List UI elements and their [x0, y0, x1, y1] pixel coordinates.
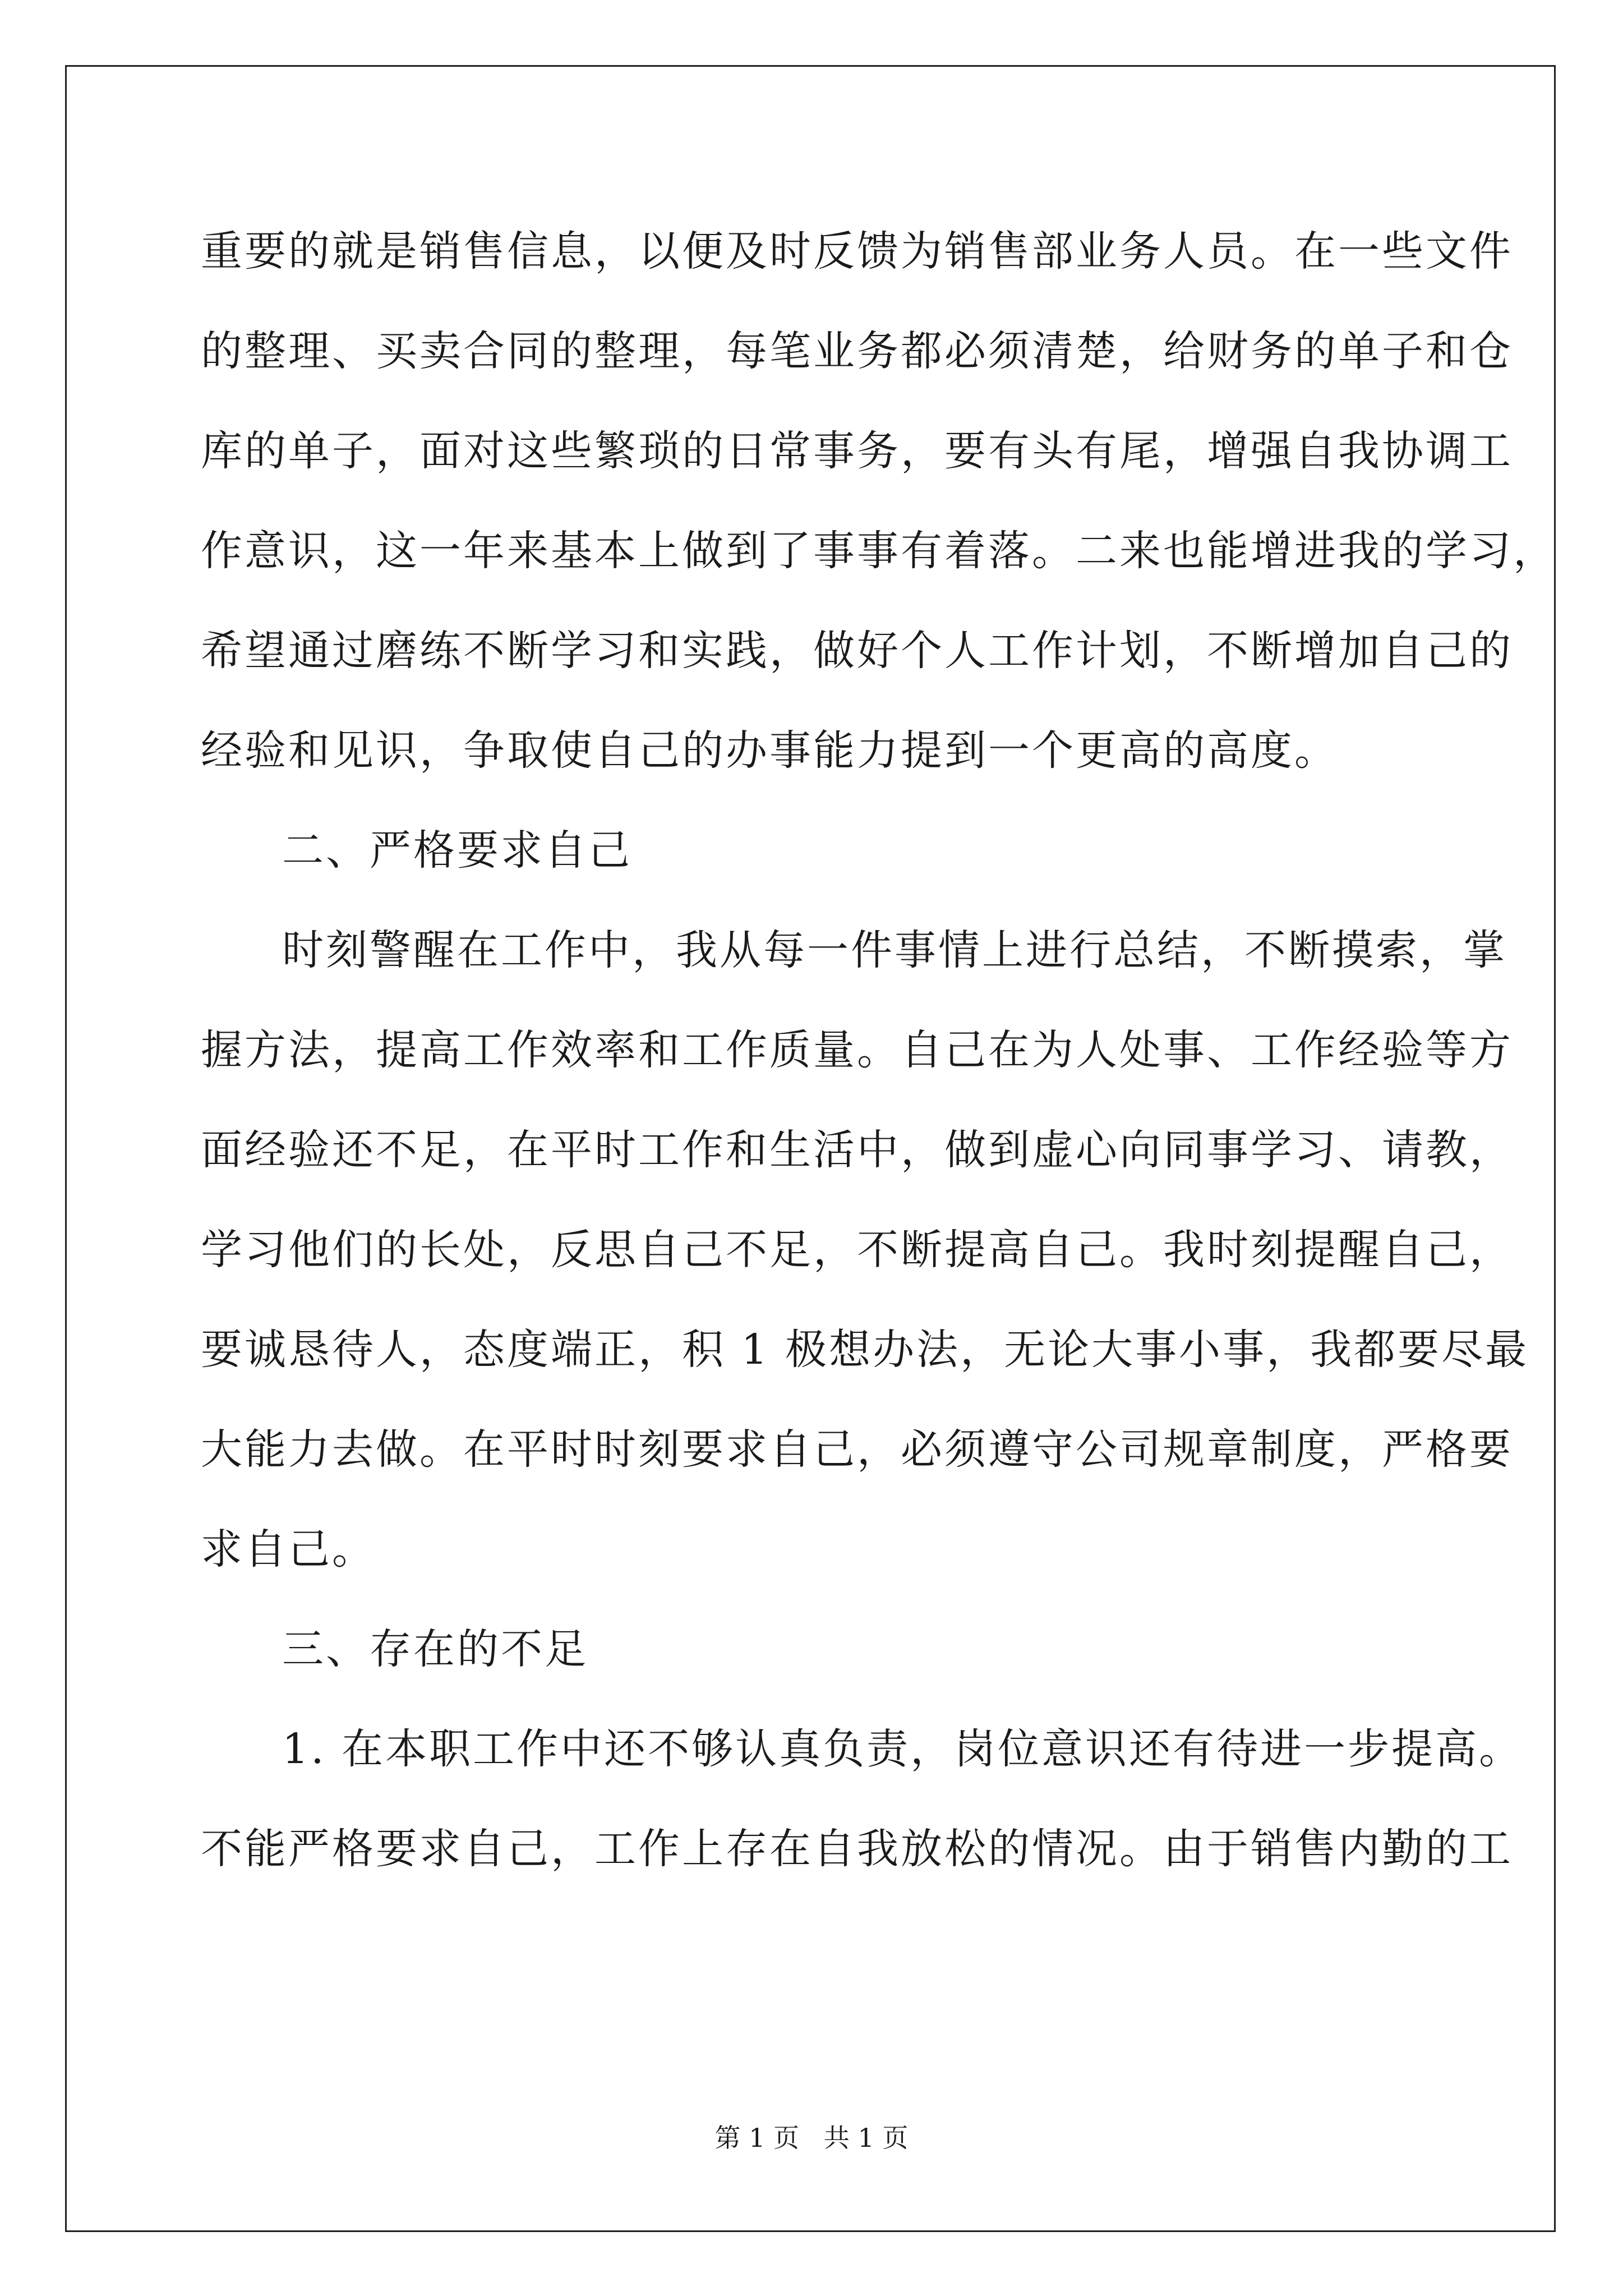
section-heading: 二、严格要求自己	[282, 826, 632, 875]
body-line: 库的单子，面对这些繁琐的日常事务，要有头有尾，增强自我协调工	[201, 427, 1513, 475]
body-line: 不能严格要求自己，工作上存在自我放松的情况。由于销售内勤的工	[201, 1825, 1513, 1873]
body-line: 握方法，提高工作效率和工作质量。自己在为人处事、工作经验等方	[201, 1026, 1513, 1074]
body-line: 作意识，这一年来基本上做到了事事有着落。二来也能增进我的学习，	[201, 527, 1557, 575]
body-line: 学习他们的长处，反思自己不足，不断提高自己。我时刻提醒自己，	[201, 1226, 1513, 1274]
body-line: 面经验还不足，在平时工作和生活中，做到虚心向同事学习、请教，	[201, 1126, 1513, 1174]
body-line: 1. 在本职工作中还不够认真负责，岗位意识还有待进一步提高。	[282, 1725, 1523, 1773]
body-line: 希望通过磨练不断学习和实践，做好个人工作计划，不断增加自己的	[201, 627, 1513, 675]
section-heading: 三、存在的不足	[282, 1625, 588, 1673]
body-line: 重要的就是销售信息，以便及时反馈为销售部业务人员。在一些文件	[201, 227, 1513, 275]
body-line: 求自己。	[201, 1525, 376, 1573]
body-line: 大能力去做。在平时时刻要求自己，必须遵守公司规章制度，严格要	[201, 1425, 1513, 1474]
page-footer: 第 1 页 共 1 页	[714, 2123, 909, 2153]
body-line: 要诚恳待人，态度端正，积 1 极想办法，无论大事小事，我都要尽最	[201, 1326, 1529, 1374]
body-line: 的整理、买卖合同的整理，每笔业务都必须清楚，给财务的单子和仓	[201, 327, 1513, 375]
body-line: 时刻警醒在工作中，我从每一件事情上进行总结，不断摸索，掌	[282, 926, 1507, 974]
body-line: 经验和见识，争取使自己的办事能力提到一个更高的高度。	[201, 726, 1338, 775]
